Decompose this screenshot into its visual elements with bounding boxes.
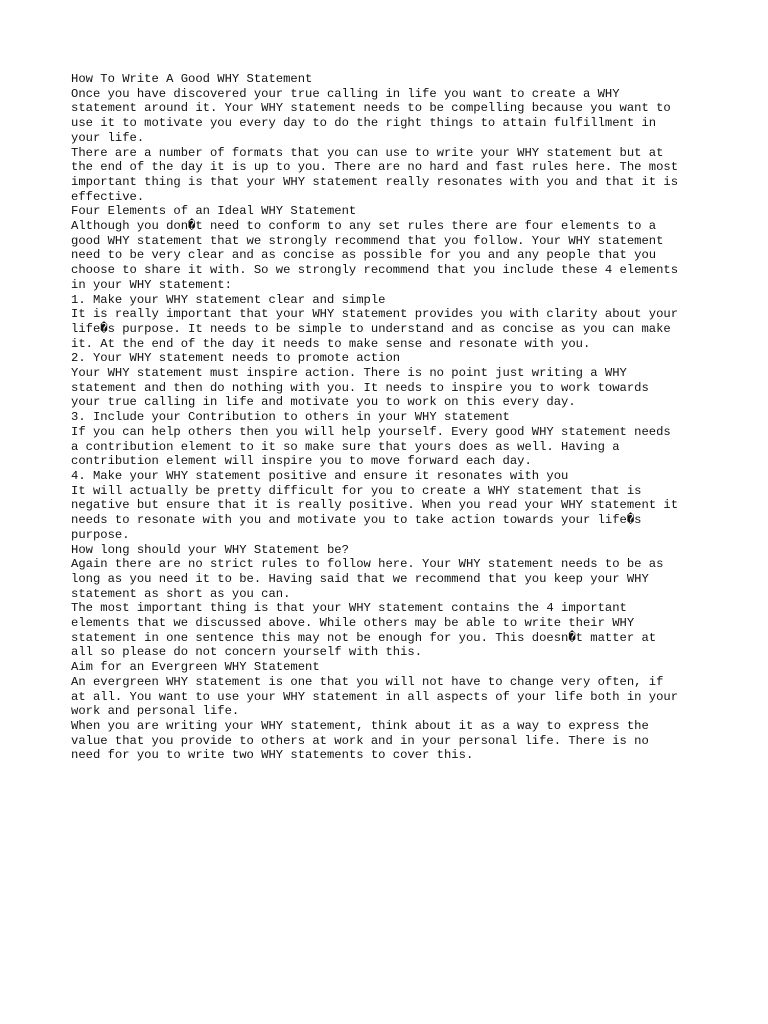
paragraph-line: When you are writing your WHY statement, think about it as a way to express the (71, 718, 649, 733)
paragraph-line: It will actually be pretty difficult for you to create a WHY statement that is (71, 483, 642, 498)
paragraph-line: Again there are no strict rules to follow here. Your WHY statement needs to be as (71, 557, 664, 572)
section-heading: Aim for an Evergreen WHY Statement (71, 660, 320, 675)
paragraph-line: negative but ensure that it is really positive. When you read your WHY statement it (71, 498, 679, 513)
document-title: How To Write A Good WHY Statement (71, 72, 313, 86)
paragraph-line: all so please do not concern yourself with this. (71, 645, 423, 660)
paragraph-line: It is really important that your WHY statement provides you with clarity about your (71, 307, 679, 322)
paragraph-line: need for you to write two WHY statements to cover this. (71, 748, 474, 763)
paragraph-line: use it to motivate you every day to do the right things to attain fulfillment in (71, 116, 657, 131)
paragraph-line: elements that we discussed above. While others may be able to write their WHY (71, 616, 635, 631)
paragraph-line: long as you need it to be. Having said that we recommend that you keep your WHY (71, 571, 649, 586)
paragraph-line: value that you provide to others at work and in your personal life. There is no (71, 733, 649, 748)
paragraph-line: effective. (71, 189, 145, 204)
paragraph-line: statement as short as you can. (71, 586, 291, 601)
list-heading: 4. Make your WHY statement positive and ensure it resonates with you (71, 468, 569, 483)
paragraph-line: important thing is that your WHY statement really resonates with you and that it is (71, 174, 679, 189)
paragraph-line: needs to resonate with you and motivate you to take action towards your life�s (71, 513, 642, 528)
paragraph-line: a contribution element to it so make sure that yours does as well. Having a (71, 439, 620, 454)
paragraph-line: good WHY statement that we strongly recommend that you follow. Your WHY statement (71, 233, 664, 248)
paragraph-line: purpose. (71, 527, 130, 542)
document-body (71, 72, 711, 763)
paragraph-line: Your WHY statement must inspire action. There is no point just writing a WHY (71, 366, 627, 381)
list-heading: 3. Include your Contribution to others in your WHY statement (71, 410, 510, 425)
paragraph-line: in your WHY statement: (71, 277, 232, 292)
paragraph-line: statement and then do nothing with you. It needs to inspire you to work towards (71, 380, 649, 395)
paragraph-line: There are a number of formats that you can use to write your WHY statement but at (71, 145, 664, 160)
paragraph-line: Once you have discovered your true calling in life you want to create a WHY (71, 86, 620, 101)
paragraph-line: An evergreen WHY statement is one that you will not have to change very often, if (71, 674, 664, 689)
paragraph-line: The most important thing is that your WHY statement contains the 4 important (71, 601, 627, 616)
paragraph-line: statement around it. Your WHY statement needs to be compelling because you want to (71, 101, 671, 116)
paragraph-line: If you can help others then you will help yourself. Every good WHY statement needs (71, 424, 671, 439)
paragraph-line: need to be very clear and as concise as possible for you and any people that you (71, 248, 657, 263)
paragraph-line: the end of the day it is up to you. There are no hard and fast rules here. The most (71, 160, 679, 175)
paragraph-line: your true calling in life and motivate you to work on this every day. (71, 395, 576, 410)
paragraph-line: contribution element will inspire you to move forward each day. (71, 454, 532, 469)
section-heading: How long should your WHY Statement be? (71, 542, 349, 557)
paragraph-line: at all. You want to use your WHY statement in all aspects of your life both in your (71, 689, 679, 704)
paragraph-line: Although you don�t need to conform to any set rules there are four elements to a (71, 219, 657, 234)
section-heading: Four Elements of an Ideal WHY Statement (71, 204, 357, 219)
paragraph-line: life�s purpose. It needs to be simple to understand and as concise as you can make (71, 321, 671, 336)
paragraph-line: work and personal life. (71, 704, 240, 719)
paragraph-line: choose to share it with. So we strongly recommend that you include these 4 elements (71, 263, 679, 278)
paragraph-line: statement in one sentence this may not be enough for you. This doesn�t matter at (71, 630, 657, 645)
list-heading: 1. Make your WHY statement clear and simple (71, 292, 386, 307)
paragraph-line: it. At the end of the day it needs to make sense and resonate with you. (71, 336, 591, 351)
paragraph-line: your life. (71, 130, 145, 145)
list-heading: 2. Your WHY statement needs to promote action (71, 351, 401, 366)
